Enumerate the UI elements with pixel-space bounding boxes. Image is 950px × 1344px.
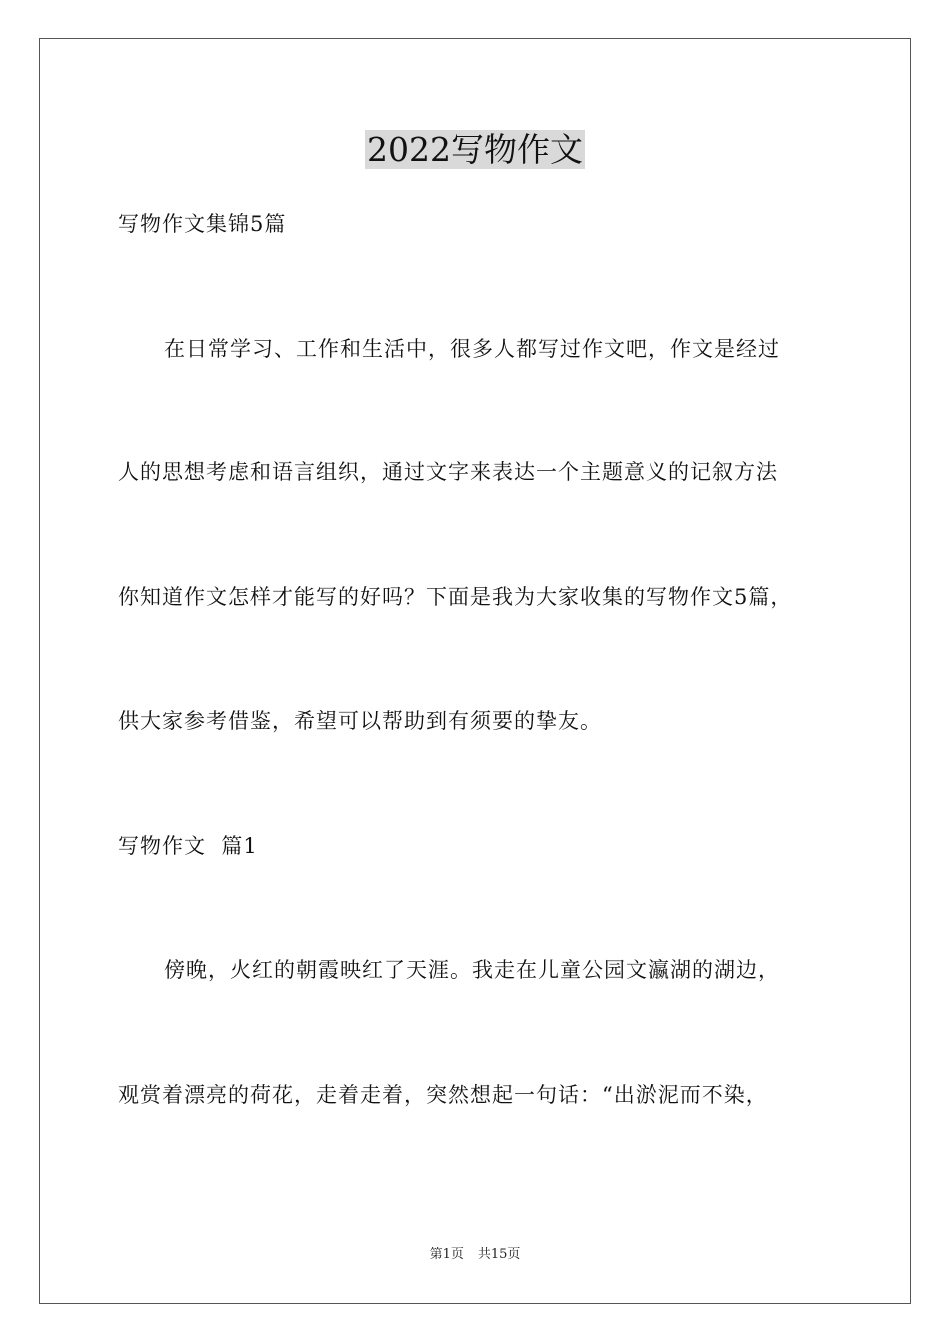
page-number: 第1页 <box>429 1247 464 1262</box>
document-title <box>0 126 950 174</box>
page-total: 共15页 <box>477 1247 521 1262</box>
intro-line-4: 供大家参考借鉴，希望可以帮助到有须要的挚友。 <box>118 709 602 733</box>
document-subtitle: 写物作文集锦5篇 <box>118 212 287 236</box>
intro-line-1: 在日常学习、工作和生活中，很多人都写过作文吧，作文是经过 <box>164 337 780 361</box>
title-text: 2022写物作文 <box>367 130 583 169</box>
section-line-1: 傍晚，火红的朝霞映红了天涯。我走在儿童公园文瀛湖的湖边， <box>164 958 780 982</box>
section-heading: 写物作文 篇1 <box>118 834 258 858</box>
intro-line-2: 人的思想考虑和语言组织，通过文字来表达一个主题意义的记叙方法 <box>118 460 778 484</box>
intro-line-3: 你知道作文怎样才能写的好吗？下面是我为大家收集的写物作文5篇， <box>118 585 793 609</box>
section-line-2: 观赏着漂亮的荷花，走着走着，突然想起一句话：“出淤泥而不染， <box>118 1083 768 1107</box>
page-footer <box>0 1246 950 1264</box>
